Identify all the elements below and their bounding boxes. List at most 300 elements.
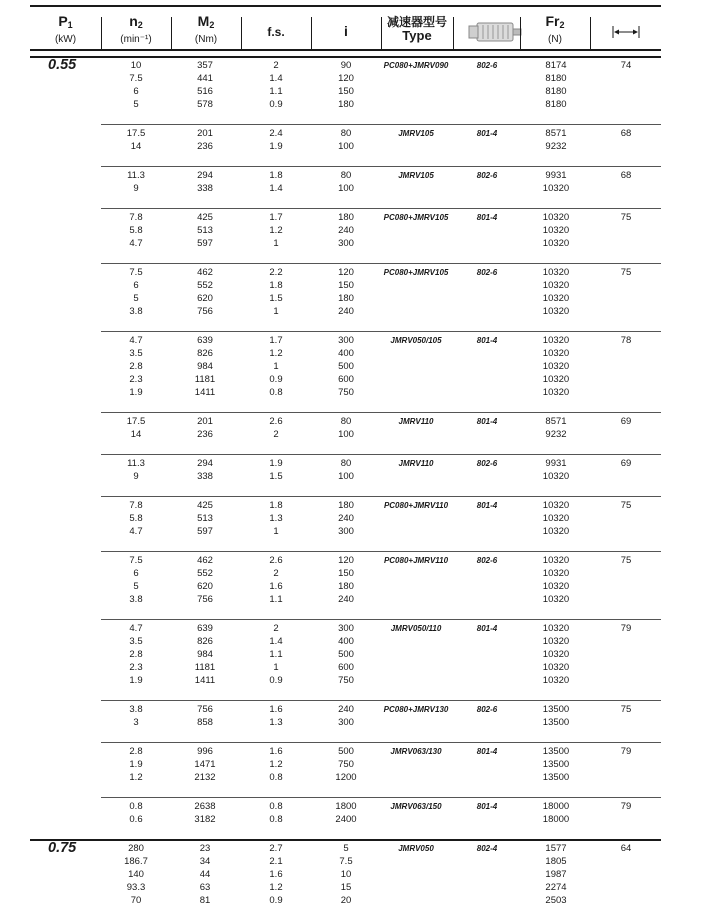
fs-value: 1.8	[269, 170, 283, 181]
ratio-value: 240	[338, 594, 354, 605]
fr2-value: 10320	[542, 555, 570, 566]
n2-value: 2.8	[129, 649, 143, 660]
fr2-value: 10320	[542, 513, 570, 524]
fr2-value: 10320	[542, 361, 570, 372]
group-separator	[30, 839, 661, 841]
n2-value: 10	[130, 60, 142, 71]
n2-value: 11.3	[127, 170, 145, 181]
fr2-value: 10320	[542, 212, 570, 223]
n2-value: 3.8	[129, 594, 143, 605]
motor-code: 801-4	[476, 336, 498, 345]
fs-value: 1.6	[269, 746, 283, 757]
ratio-value: 750	[338, 759, 354, 770]
header-n2: $n_2$ (min⁻¹)	[120, 13, 152, 45]
n2-value: 5.8	[129, 225, 143, 236]
header-p1: $P_1$ (kW)	[54, 13, 77, 45]
n2-value: 6	[133, 86, 139, 97]
group-separator	[101, 412, 661, 413]
dimension-value: 75	[620, 500, 632, 511]
m2-value: 552	[197, 280, 213, 291]
group-separator	[101, 454, 661, 455]
n2-value: 11.3	[127, 458, 145, 469]
fr2-value: 10320	[542, 348, 570, 359]
fs-value: 2.6	[269, 416, 283, 427]
n2-value: 280	[128, 843, 144, 854]
dimension-value: 75	[620, 267, 632, 278]
m2-value: 756	[197, 306, 213, 317]
n2-value: 0.8	[129, 801, 143, 812]
ratio-value: 300	[338, 623, 354, 634]
fr2-value: 10320	[542, 500, 570, 511]
n2-value: 1.9	[129, 387, 143, 398]
dimension-value: 79	[620, 746, 632, 757]
fs-value: 1	[273, 662, 279, 673]
fr2-value: 10320	[542, 594, 570, 605]
m2-value: 44	[199, 869, 211, 880]
fs-value: 0.8	[269, 387, 283, 398]
fs-value: 1	[273, 238, 279, 249]
fs-value: 2.7	[269, 843, 283, 854]
ratio-value: 240	[338, 306, 354, 317]
fr2-value: 10320	[542, 387, 570, 398]
fs-value: 1	[273, 361, 279, 372]
ratio-value: 100	[338, 183, 354, 194]
fr2-value: 1577	[545, 843, 567, 854]
motor-code: 801-4	[476, 417, 498, 426]
motor-code: 802-6	[476, 556, 498, 565]
ratio-value: 80	[340, 416, 352, 427]
m2-value: 462	[197, 555, 213, 566]
m2-value: 1181	[194, 662, 216, 673]
fr2-value: 10320	[542, 238, 570, 249]
fr2-value: 10320	[542, 183, 570, 194]
header-type: 减速器型号 Type	[386, 15, 447, 43]
ratio-value: 180	[338, 500, 354, 511]
ratio-value: 80	[340, 458, 352, 469]
fs-value: 0.9	[269, 374, 283, 385]
fr2-value: 10320	[542, 649, 570, 660]
n2-value: 7.5	[129, 73, 143, 84]
fs-value: 2	[273, 60, 279, 71]
m2-value: 984	[197, 361, 213, 372]
n2-value: 7.5	[129, 555, 143, 566]
fs-value: 1.7	[269, 212, 283, 223]
dimension-value: 68	[620, 128, 632, 139]
reducer-type: PC080+JMRV110	[383, 501, 449, 510]
n2-value: 3	[133, 717, 139, 728]
ratio-value: 180	[338, 581, 354, 592]
m2-value: 620	[197, 581, 213, 592]
fs-value: 2	[273, 623, 279, 634]
ratio-value: 400	[338, 348, 354, 359]
fs-value: 1.6	[269, 704, 283, 715]
fr2-value: 10320	[542, 267, 570, 278]
fr2-value: 8174	[545, 60, 567, 71]
fr2-value: 13500	[542, 759, 570, 770]
m2-value: 2132	[194, 772, 216, 783]
ratio-value: 7.5	[339, 856, 353, 867]
ratio-value: 600	[338, 374, 354, 385]
fr2-value: 10320	[542, 225, 570, 236]
fs-value: 1.6	[269, 869, 283, 880]
n2-value: 7.5	[129, 267, 143, 278]
fs-value: 1.8	[269, 500, 283, 511]
fs-value: 1.1	[269, 86, 283, 97]
ratio-value: 300	[338, 335, 354, 346]
fr2-value: 10320	[542, 293, 570, 304]
motor-code: 802-4	[476, 844, 498, 853]
m2-value: 826	[197, 636, 213, 647]
n2-value: 5	[133, 99, 139, 110]
n2-value: 2.3	[129, 374, 143, 385]
m2-value: 1471	[194, 759, 216, 770]
m2-value: 513	[197, 225, 213, 236]
m2-value: 2638	[194, 801, 216, 812]
n2-value: 2.8	[129, 746, 143, 757]
fr2-value: 9931	[545, 170, 567, 181]
ratio-value: 180	[338, 212, 354, 223]
fs-value: 1	[273, 306, 279, 317]
fs-value: 1.2	[269, 759, 283, 770]
fr2-value: 9232	[545, 429, 567, 440]
n2-value: 4.7	[129, 335, 143, 346]
group-separator	[101, 742, 661, 743]
n2-value: 1.2	[129, 772, 143, 783]
m2-value: 858	[197, 717, 213, 728]
reducer-type: PC080+JMRV130	[383, 705, 449, 714]
header-fs: f.s.	[267, 25, 285, 39]
ratio-value: 1800	[335, 801, 357, 812]
dimension-value: 69	[620, 458, 632, 469]
fs-value: 2.1	[269, 856, 283, 867]
fr2-value: 8571	[545, 128, 567, 139]
m2-value: 34	[199, 856, 211, 867]
n2-value: 17.5	[126, 416, 146, 427]
n2-value: 93.3	[126, 882, 146, 893]
ratio-value: 100	[338, 471, 354, 482]
m2-value: 294	[197, 458, 213, 469]
fs-value: 1.2	[269, 348, 283, 359]
fs-value: 1.5	[269, 293, 283, 304]
ratio-value: 400	[338, 636, 354, 647]
fr2-value: 10320	[542, 675, 570, 686]
m2-value: 1411	[194, 675, 216, 686]
fr2-value: 13500	[542, 704, 570, 715]
fr2-value: 1805	[545, 856, 567, 867]
fs-value: 0.8	[269, 772, 283, 783]
fr2-value: 10320	[542, 306, 570, 317]
ratio-value: 240	[338, 704, 354, 715]
fr2-value: 10320	[542, 581, 570, 592]
m2-value: 201	[197, 128, 213, 139]
fr2-value: 10320	[542, 280, 570, 291]
m2-value: 3182	[194, 814, 216, 825]
dimension-value: 75	[620, 555, 632, 566]
ratio-value: 240	[338, 513, 354, 524]
fs-value: 0.8	[269, 801, 283, 812]
fs-value: 0.9	[269, 99, 283, 110]
fr2-value: 2503	[545, 895, 567, 906]
m2-value: 639	[197, 623, 213, 634]
reducer-type: JMRV050	[398, 844, 434, 853]
fs-value: 0.9	[269, 675, 283, 686]
m2-value: 425	[197, 212, 213, 223]
motor-code: 802-6	[476, 268, 498, 277]
dimension-value: 69	[620, 416, 632, 427]
dimension-value: 79	[620, 623, 632, 634]
fs-value: 2.2	[269, 267, 283, 278]
n2-value: 3.8	[129, 704, 143, 715]
header-m2: $M_2$ (Nm)	[194, 13, 218, 45]
reducer-type: JMRV063/130	[390, 747, 442, 756]
fr2-value: 9931	[545, 458, 567, 469]
ratio-value: 180	[338, 293, 354, 304]
n2-value: 14	[130, 141, 142, 152]
n2-value: 9	[133, 471, 139, 482]
fr2-value: 8180	[545, 99, 567, 110]
fr2-value: 8180	[545, 86, 567, 97]
reducer-type: JMRV110	[398, 417, 434, 426]
fs-value: 1.9	[269, 141, 283, 152]
ratio-value: 750	[338, 387, 354, 398]
dimension-value: 74	[620, 60, 632, 71]
group-separator	[101, 496, 661, 497]
reducer-type: JMRV105	[398, 171, 434, 180]
reducer-type: JMRV110	[398, 459, 434, 468]
m2-value: 338	[197, 183, 213, 194]
fs-value: 1.1	[269, 649, 283, 660]
ratio-value: 500	[338, 361, 354, 372]
m2-value: 513	[197, 513, 213, 524]
n2-value: 4.7	[129, 526, 143, 537]
fr2-value: 10320	[542, 526, 570, 537]
fr2-value: 18000	[542, 814, 570, 825]
m2-value: 1411	[194, 387, 216, 398]
fs-value: 1.2	[269, 225, 283, 236]
fs-value: 1	[273, 526, 279, 537]
fs-value: 1.3	[269, 513, 283, 524]
m2-value: 81	[199, 895, 211, 906]
fr2-value: 10320	[542, 335, 570, 346]
group-separator	[101, 166, 661, 167]
fr2-value: 10320	[542, 471, 570, 482]
group-separator	[101, 208, 661, 209]
fs-value: 1.5	[269, 471, 283, 482]
fs-value: 1.2	[269, 882, 283, 893]
motor-code: 802-6	[476, 61, 498, 70]
fs-value: 1.9	[269, 458, 283, 469]
fr2-value: 10320	[542, 636, 570, 647]
ratio-value: 300	[338, 526, 354, 537]
n2-value: 6	[133, 568, 139, 579]
ratio-value: 750	[338, 675, 354, 686]
m2-value: 1181	[194, 374, 216, 385]
motor-code: 801-4	[476, 624, 498, 633]
fs-value: 1.6	[269, 581, 283, 592]
fr2-value: 8180	[545, 73, 567, 84]
n2-value: 3.8	[129, 306, 143, 317]
n2-value: 70	[130, 895, 142, 906]
ratio-value: 500	[338, 746, 354, 757]
n2-value: 5	[133, 581, 139, 592]
fr2-value: 8571	[545, 416, 567, 427]
n2-value: 1.9	[129, 675, 143, 686]
ratio-value: 1200	[335, 772, 357, 783]
fs-value: 2.4	[269, 128, 283, 139]
ratio-value: 10	[340, 869, 352, 880]
m2-value: 236	[197, 429, 213, 440]
group-separator	[101, 263, 661, 264]
fr2-value: 10320	[542, 568, 570, 579]
m2-value: 756	[197, 704, 213, 715]
ratio-value: 5	[343, 843, 349, 854]
m2-value: 597	[197, 238, 213, 249]
group-separator	[101, 619, 661, 620]
dimension-value: 78	[620, 335, 632, 346]
ratio-value: 100	[338, 429, 354, 440]
group-separator	[30, 56, 661, 58]
motor-code: 802-6	[476, 459, 498, 468]
fs-value: 1.3	[269, 717, 283, 728]
group-separator	[101, 124, 661, 125]
m2-value: 462	[197, 267, 213, 278]
n2-value: 140	[128, 869, 144, 880]
fs-value: 2.6	[269, 555, 283, 566]
n2-value: 3.5	[129, 636, 143, 647]
motor-code: 801-4	[476, 747, 498, 756]
motor-code: 802-6	[476, 171, 498, 180]
group-separator	[101, 331, 661, 332]
m2-value: 338	[197, 471, 213, 482]
motor-code: 801-4	[476, 129, 498, 138]
fs-value: 1.4	[269, 636, 283, 647]
fr2-value: 10320	[542, 623, 570, 634]
reducer-type: PC080+JMRV105	[383, 213, 449, 222]
fr2-value: 13500	[542, 717, 570, 728]
ratio-value: 20	[340, 895, 352, 906]
n2-value: 5	[133, 293, 139, 304]
fr2-value: 10320	[542, 374, 570, 385]
ratio-value: 90	[340, 60, 352, 71]
n2-value: 7.8	[129, 500, 143, 511]
n2-value: 4.7	[129, 238, 143, 249]
reducer-type: JMRV105	[398, 129, 434, 138]
fs-value: 0.9	[269, 895, 283, 906]
m2-value: 756	[197, 594, 213, 605]
ratio-value: 500	[338, 649, 354, 660]
dimension-value: 75	[620, 212, 632, 223]
fs-value: 2	[273, 429, 279, 440]
m2-value: 996	[197, 746, 213, 757]
fs-value: 1.1	[269, 594, 283, 605]
group-separator	[101, 700, 661, 701]
fs-value: 1.4	[269, 183, 283, 194]
reducer-type: PC080+JMRV090	[383, 61, 449, 70]
ratio-value: 150	[338, 280, 354, 291]
ratio-value: 120	[338, 267, 354, 278]
m2-value: 236	[197, 141, 213, 152]
header-fr2: $Fr_2$ (N)	[545, 13, 565, 45]
power-value: 0.75	[48, 840, 77, 856]
n2-value: 186.7	[124, 856, 148, 867]
fs-value: 1.8	[269, 280, 283, 291]
group-separator	[101, 797, 661, 798]
ratio-value: 600	[338, 662, 354, 673]
ratio-value: 80	[340, 170, 352, 181]
n2-value: 2.8	[129, 361, 143, 372]
m2-value: 620	[197, 293, 213, 304]
ratio-value: 120	[338, 73, 354, 84]
power-value: 0.55	[48, 57, 77, 73]
dimension-value: 75	[620, 704, 632, 715]
fs-value: 0.8	[269, 814, 283, 825]
dimension-value: 79	[620, 801, 632, 812]
group-separator	[101, 551, 661, 552]
ratio-value: 80	[340, 128, 352, 139]
fs-value: 2	[273, 568, 279, 579]
motor-code: 801-4	[476, 501, 498, 510]
ratio-value: 150	[338, 568, 354, 579]
ratio-value: 2400	[335, 814, 357, 825]
n2-value: 9	[133, 183, 139, 194]
m2-value: 357	[197, 60, 213, 71]
ratio-value: 300	[338, 717, 354, 728]
ratio-value: 120	[338, 555, 354, 566]
m2-value: 201	[197, 416, 213, 427]
fs-value: 1.7	[269, 335, 283, 346]
motor-code: 801-4	[476, 802, 498, 811]
n2-value: 17.5	[126, 128, 146, 139]
motor-code: 801-4	[476, 213, 498, 222]
n2-value: 4.7	[129, 623, 143, 634]
fs-value: 1.4	[269, 73, 283, 84]
fr2-value: 13500	[542, 772, 570, 783]
m2-value: 984	[197, 649, 213, 660]
m2-value: 516	[197, 86, 213, 97]
ratio-value: 15	[340, 882, 352, 893]
reducer-type: JMRV050/105	[390, 336, 442, 345]
n2-value: 1.9	[129, 759, 143, 770]
ratio-value: 180	[338, 99, 354, 110]
m2-value: 441	[197, 73, 213, 84]
fr2-value: 9232	[545, 141, 567, 152]
m2-value: 63	[199, 882, 211, 893]
motor-code: 802-6	[476, 705, 498, 714]
m2-value: 425	[197, 500, 213, 511]
fr2-value: 10320	[542, 662, 570, 673]
reducer-type: JMRV050/110	[390, 624, 442, 633]
m2-value: 552	[197, 568, 213, 579]
dimension-value: 68	[620, 170, 632, 181]
fr2-value: 1987	[545, 869, 567, 880]
fr2-value: 18000	[542, 801, 570, 812]
ratio-value: 150	[338, 86, 354, 97]
dimension-value: 64	[620, 843, 632, 854]
ratio-value: 240	[338, 225, 354, 236]
reducer-type: JMRV063/150	[390, 802, 442, 811]
n2-value: 5.8	[129, 513, 143, 524]
n2-value: 14	[130, 429, 142, 440]
reducer-type: PC080+JMRV105	[383, 268, 449, 277]
header-i: i	[344, 23, 348, 39]
fr2-value: 13500	[542, 746, 570, 757]
n2-value: 7.8	[129, 212, 143, 223]
m2-value: 294	[197, 170, 213, 181]
m2-value: 826	[197, 348, 213, 359]
n2-value: 3.5	[129, 348, 143, 359]
m2-value: 597	[197, 526, 213, 537]
n2-value: 0.6	[129, 814, 143, 825]
